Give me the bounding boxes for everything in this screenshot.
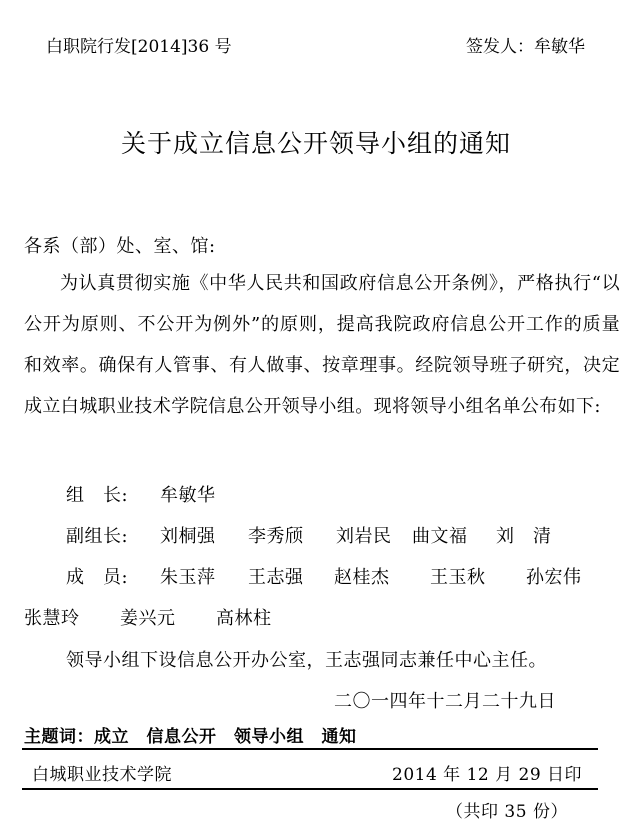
deputy-label: 副组长: — [66, 526, 129, 547]
member-name: 张慧玲 — [24, 608, 80, 629]
document-title: 关于成立信息公开领导小组的通知 — [120, 129, 511, 158]
body-paragraph: 为认真贯彻实施《中华人民共和国政府信息公开条例》，严格执行“以公开为原则、不公开为例外”的原则，提高我院政府信息公开工作的质量和效率。确保有人管事、有人做事、按章理事。经院领导班子研究，决定成立白城职业技术学院信息公开领导小组。现将领导小组名单公布如下: — [24, 273, 620, 417]
member-name: 姜兴元 — [120, 608, 176, 629]
issuing-organization: 白城职业技术学院 — [32, 765, 172, 785]
salutation: 各系（部）处、室、馆: — [24, 236, 216, 257]
office-note: 领导小组下设信息公开办公室，王志强同志兼任中心主任。 — [66, 650, 547, 671]
deputy-name: 李秀颀 — [248, 526, 304, 547]
leader-label: 组 长: — [66, 485, 129, 506]
member-name: 高林柱 — [216, 608, 272, 629]
deputy-name: 刘岩民 — [336, 526, 392, 547]
print-date: 2014 年 12 月 29 日印 — [392, 765, 583, 785]
document-number: 白职院行发[2014]36 号 — [46, 37, 232, 57]
member-name: 王志强 — [248, 567, 304, 588]
issue-date: 二〇一四年十二月二十九日 — [334, 691, 556, 712]
signer: 签发人：牟敏华 — [466, 37, 585, 57]
footer-bottom-rule — [22, 788, 598, 790]
deputy-name: 曲文福 — [412, 526, 468, 547]
deputy-name: 刘桐强 — [160, 526, 216, 547]
member-name: 孙宏伟 — [526, 567, 582, 588]
member-name: 王玉秋 — [430, 567, 486, 588]
member-name: 赵桂杰 — [334, 567, 390, 588]
subject-keywords: 主题词：成立 信息公开 领导小组 通知 — [24, 727, 357, 747]
copies-count: （共印 35 份） — [446, 802, 568, 822]
member-label: 成 员: — [66, 567, 129, 588]
member-name: 朱玉萍 — [160, 567, 216, 588]
footer-top-rule — [22, 748, 598, 750]
deputy-name: 刘 清 — [496, 526, 552, 547]
leader-name: 牟敏华 — [160, 485, 216, 506]
